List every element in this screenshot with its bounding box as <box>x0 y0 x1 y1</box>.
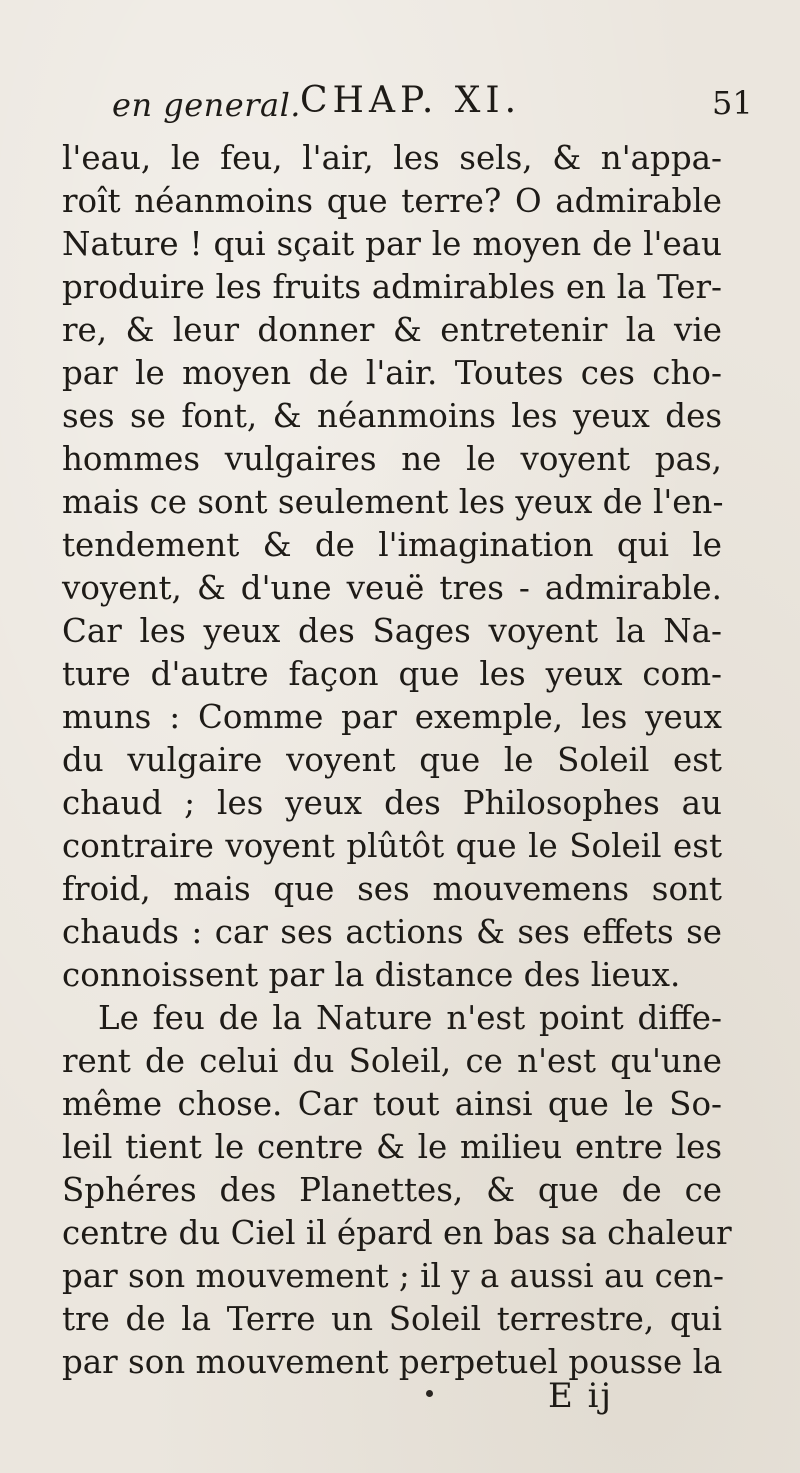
text-line: Nature ! qui sçait par le moyen de l'eau <box>62 225 722 263</box>
text-line: re, & leur donner & entretenir la vie <box>62 311 722 349</box>
page-header <box>0 76 800 136</box>
text-line: tre de la Terre un Soleil terrestre, qui <box>62 1300 722 1338</box>
text-line: Car les yeux des Sages voyent la Na- <box>62 612 722 650</box>
text-line: hommes vulgaires ne le voyent pas, <box>62 440 722 478</box>
text-line: mais ce sont seulement les yeux de l'en- <box>62 483 724 521</box>
text-line: voyent, & d'une veuë tres - admirable. <box>62 569 722 607</box>
chapter-heading: CHAP. XI. <box>300 80 522 121</box>
text-line: par son mouvement ; il y a aussi au cen- <box>62 1257 725 1295</box>
text-line: ses se font, & néanmoins les yeux des <box>62 397 722 435</box>
text-line: chauds : car ses actions & ses effets se <box>62 913 722 951</box>
text-line: Le feu de la Nature n'est point diffe- <box>98 999 722 1037</box>
text-line: par le moyen de l'air. Toutes ces cho- <box>62 354 722 392</box>
text-line: rent de celui du Soleil, ce n'est qu'une <box>62 1042 722 1080</box>
text-line: chaud ; les yeux des Philosophes au <box>62 784 722 822</box>
text-line: même chose. Car tout ainsi que le So- <box>62 1085 722 1123</box>
text-line: l'eau, le feu, l'air, les sels, & n'appa- <box>62 139 722 177</box>
text-line: Sphéres des Planettes, & que de ce <box>62 1171 722 1209</box>
text-line: leil tient le centre & le milieu entre les <box>62 1128 722 1166</box>
text-line: par son mouvement perpetuel pousse la <box>62 1343 723 1381</box>
page-number: 51 <box>712 84 753 122</box>
signature-mark-area <box>0 1376 800 1426</box>
text-line: froid, mais que ses mouvemens sont <box>62 870 722 908</box>
text-line: du vulgaire voyent que le Soleil est <box>62 741 722 779</box>
text-line: produire les fruits admirables en la Ter- <box>62 268 722 306</box>
signature-mark: E ij <box>548 1376 614 1416</box>
running-title: en general. <box>112 86 301 124</box>
text-line: connoissent par la distance des lieux. <box>62 956 681 994</box>
text-line: contraire voyent plûtôt que le Soleil est <box>62 827 722 865</box>
ornament-dot <box>426 1390 433 1397</box>
text-line: muns : Comme par exemple, les yeux <box>62 698 722 736</box>
text-line: roît néanmoins que terre? O admirable <box>62 182 722 220</box>
text-line: tendement & de l'imagination qui le <box>62 526 722 564</box>
text-line: centre du Ciel il épard en bas sa chaleur <box>62 1214 732 1252</box>
text-line: ture d'autre façon que les yeux com- <box>62 655 722 693</box>
